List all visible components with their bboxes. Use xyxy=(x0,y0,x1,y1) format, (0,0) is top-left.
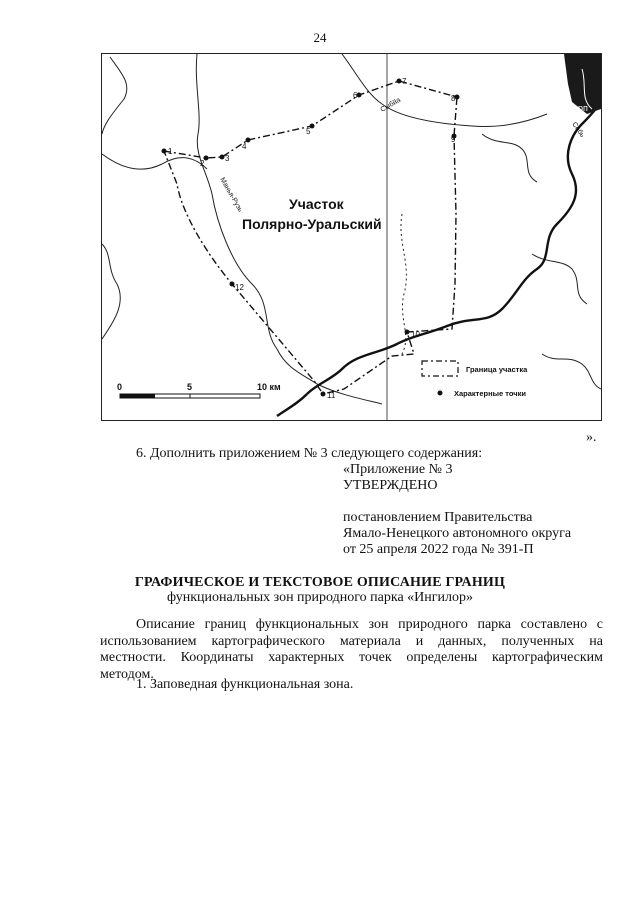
point-label-5: 5 xyxy=(306,127,311,136)
scale-bar xyxy=(117,382,281,398)
characteristic-points xyxy=(162,79,460,397)
town-label: Харп xyxy=(567,103,588,113)
point-label-2: 2 xyxy=(200,159,205,168)
point-label-4: 4 xyxy=(242,142,247,151)
section-heading: ГРАФИЧЕСКОЕ И ТЕКСТОВОЕ ОПИСАНИЕ ГРАНИЦ xyxy=(134,575,506,590)
appendix-line-5: от 25 апреля 2022 года № 391-П xyxy=(343,542,534,557)
map-drawing xyxy=(102,54,601,420)
point-label-12: 12 xyxy=(235,283,244,292)
river-top-left xyxy=(102,57,127,134)
point-1 xyxy=(162,149,167,154)
river-label-left: Манья-Рузь xyxy=(218,176,244,214)
river-label-right: Собь xyxy=(570,121,586,139)
point-label-1: 1 xyxy=(168,147,173,156)
river-label-top: Сыбйа xyxy=(379,96,402,114)
point-label-7: 7 xyxy=(402,77,407,86)
point-3 xyxy=(220,155,225,160)
river-west xyxy=(102,244,120,339)
scale-ten: 10 км xyxy=(257,382,281,392)
stream-east xyxy=(482,134,537,182)
appendix-line-1: «Приложение № 3 xyxy=(343,462,453,477)
description-paragraph: Описание границ функциональных зон природного парка составлено с использованием картографического материала и данных, полученных на местности. Координаты характерных точек определены картографическим методом. xyxy=(100,617,603,682)
point-12 xyxy=(230,282,235,287)
map-legend xyxy=(422,361,528,398)
point-label-9: 9 xyxy=(451,135,456,144)
legend-points: Характерные точки xyxy=(454,389,526,398)
appendix-line-4: Ямало-Ненецкого автономного округа xyxy=(343,526,572,541)
point-label-8: 8 xyxy=(451,94,456,103)
point-11 xyxy=(321,392,326,397)
stream-southeast xyxy=(542,354,601,389)
appendix-line-2: УТВЕРЖДЕНО xyxy=(343,478,438,493)
point-label-10: 10 xyxy=(411,330,420,339)
stream-east-2 xyxy=(532,254,587,304)
point-7 xyxy=(397,79,402,84)
page-number: 24 xyxy=(313,30,327,45)
closing-quote: ». xyxy=(586,430,597,445)
river-tributary xyxy=(102,154,207,169)
item-1: 1. Заповедная функциональная зона. xyxy=(136,677,354,692)
point-label-3: 3 xyxy=(225,154,230,163)
item-6: 6. Дополнить приложением № 3 следующего содержания: xyxy=(136,446,483,461)
section-subheading: функциональных зон природного парка «Ингилор» xyxy=(167,590,473,605)
point-label-6: 6 xyxy=(353,91,358,100)
scale-zero: 0 xyxy=(117,382,123,392)
area-title-1: Участок xyxy=(289,196,344,212)
point-label-11: 11 xyxy=(327,391,336,400)
point-10 xyxy=(405,330,410,335)
boundary-map xyxy=(101,53,602,421)
area-title-2: Полярно-Уральский xyxy=(242,216,382,232)
legend-boundary: Граница участка xyxy=(466,365,528,374)
main-river-south xyxy=(277,394,307,416)
appendix-line-3: постановлением Правительства xyxy=(343,510,533,525)
scale-five: 5 xyxy=(187,382,193,392)
